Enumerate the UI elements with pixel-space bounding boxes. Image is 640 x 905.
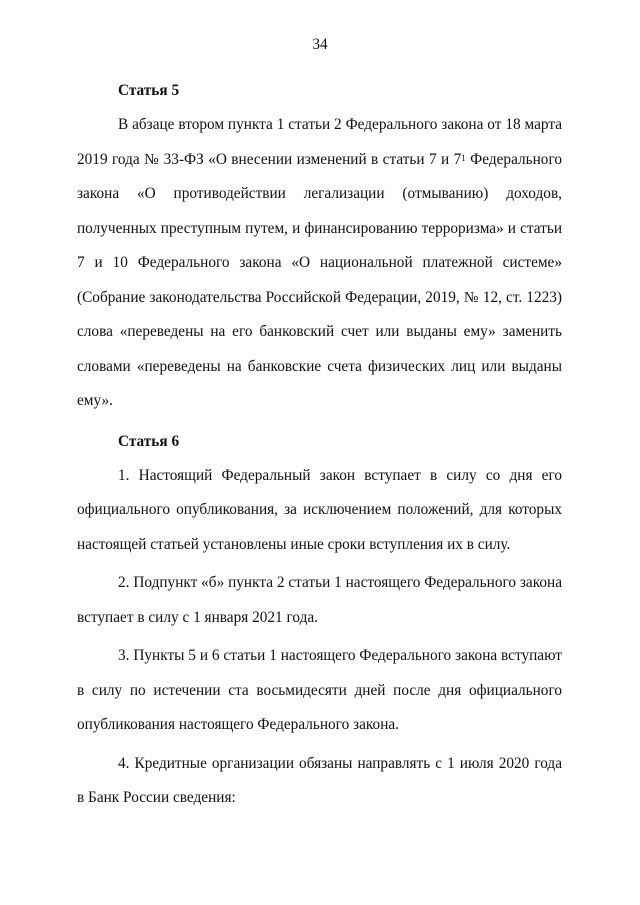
- article-5-text-part-2: Федерального закона «О противодействии легализации (отмыванию) доходов, полученных преступным путем, и финансированию терроризма» и статьи 7 и 10 Федерального закона «О национальной платежной системе» (Собрание законодательства Российской Федерации, 2019, № 12, ст. 1223) слова «переведены на его банковский счет или выданы ему» заменить словами «переведены на банковские счета физических лиц или выданы ему».: [77, 150, 562, 409]
- document-body: [77, 74, 562, 816]
- article-6-paragraph-4: 4. Кредитные организации обязаны направлять с 1 июля 2020 года в Банк России сведения:: [77, 754, 562, 806]
- page-number: 34: [312, 36, 328, 53]
- article-6-heading: Статья 6: [118, 432, 180, 450]
- article-6-paragraph-2: 2. Подпункт «б» пункта 2 статьи 1 настоящего Федерального закона вступает в силу с 1 января 2021 года.: [77, 574, 562, 626]
- article-6-paragraph-1: 1. Настоящий Федеральный закон вступает в силу со дня его официального опубликования, за исключением положений, для которых настоящей статьей установлены иные сроки вступления их в силу.: [77, 466, 562, 553]
- article-5-text-part-1: В абзаце втором пункта 1 статьи 2 Федерального закона от 18 марта 2019 года № 33-ФЗ «О внесении изменений в статьи 7 и 7: [77, 116, 562, 168]
- article-6-paragraph-3: 3. Пункты 5 и 6 статьи 1 настоящего Федерального закона вступают в силу по истечении ста восьмидесяти дней после дня официального опубликования настоящего Федерального закона.: [77, 647, 562, 733]
- superscript-index: 1: [461, 152, 466, 163]
- article-5-paragraph: [77, 108, 562, 419]
- article-5-heading: Статья 5: [118, 82, 180, 99]
